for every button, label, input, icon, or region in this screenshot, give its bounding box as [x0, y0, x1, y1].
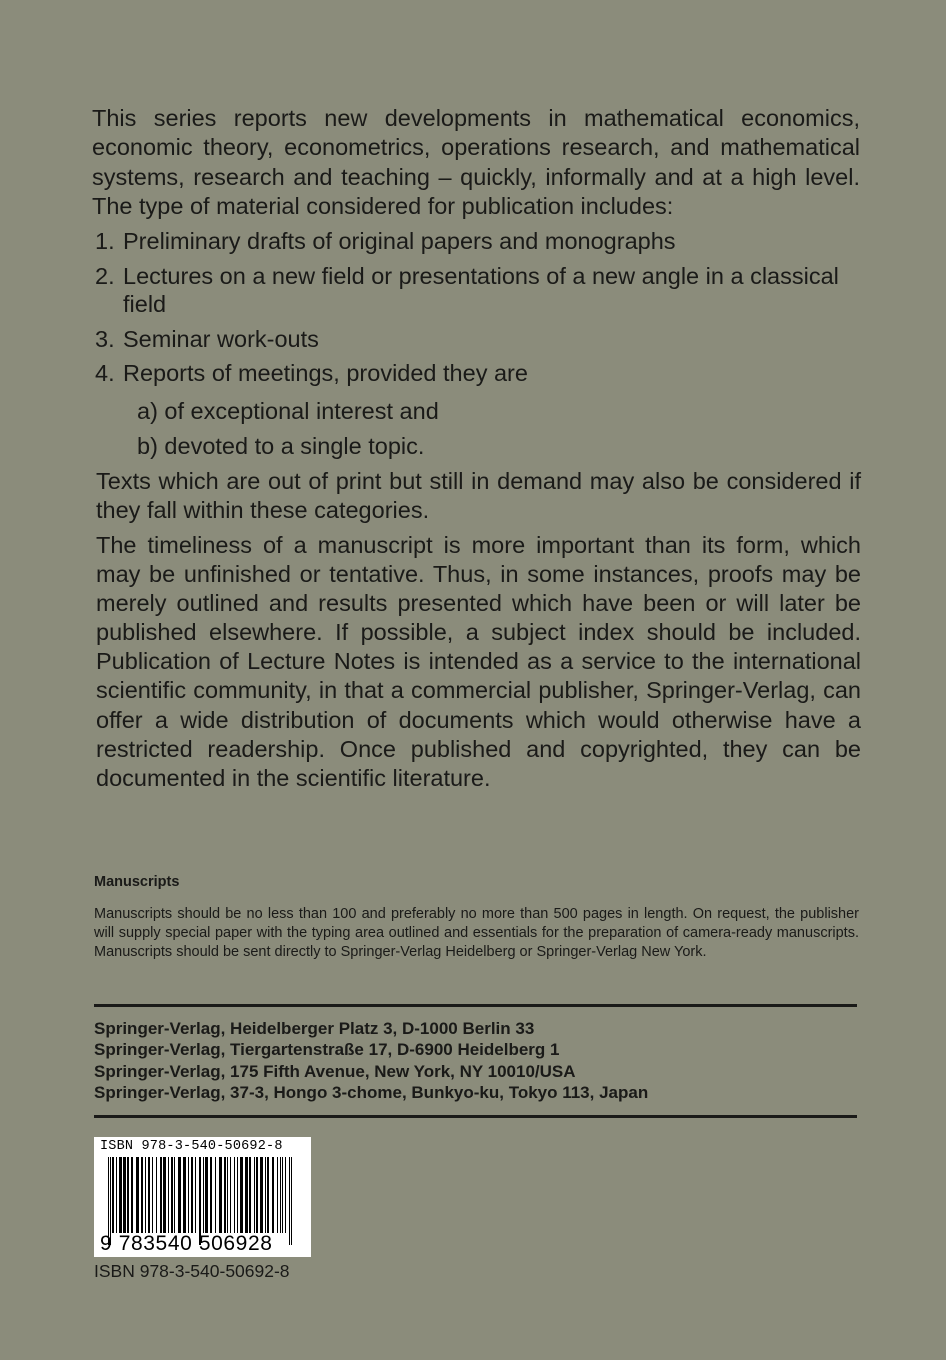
barcode-bar [163, 1157, 166, 1233]
barcode-bar [265, 1157, 266, 1233]
list-number: 3. [95, 325, 115, 352]
barcode-bar [127, 1157, 129, 1233]
list-text: Seminar work-outs [123, 325, 319, 352]
sub-item-b: b) devoted to a single topic. [137, 433, 425, 459]
barcode-bar [215, 1157, 216, 1233]
barcode-bar [131, 1157, 133, 1233]
list-text: Reports of meetings, provided they are [123, 360, 528, 386]
barcode-bar [168, 1157, 169, 1233]
isbn-barcode [94, 1137, 311, 1257]
barcode-digits: 9 783540 506928 [100, 1232, 273, 1255]
barcode-bar [123, 1157, 126, 1233]
barcode-bar [289, 1157, 290, 1245]
manuscripts-heading: Manuscripts [94, 874, 180, 890]
barcode-bar [237, 1157, 238, 1233]
barcode-bar [141, 1157, 143, 1233]
barcode-bar [195, 1157, 196, 1233]
barcode-bar [227, 1157, 228, 1233]
address-list [94, 1018, 648, 1103]
list-number: 1. [95, 228, 115, 254]
address-line: Springer-Verlag, Heidelberger Platz 3, D-1000 Berlin 33 [94, 1019, 535, 1038]
address-line: Springer-Verlag, 175 Fifth Avenue, New York, NY 10010/USA [94, 1061, 576, 1081]
barcode-bar [267, 1157, 269, 1233]
barcode-bar [245, 1157, 248, 1233]
divider-bottom [94, 1115, 857, 1118]
divider-top [94, 1004, 857, 1007]
barcode-bar [178, 1157, 181, 1233]
barcode-bar [234, 1157, 235, 1233]
barcode-bar [272, 1157, 274, 1233]
barcode-bar [156, 1157, 157, 1233]
barcode-bar [171, 1157, 173, 1233]
barcode-bar [230, 1157, 231, 1233]
barcode-bar [136, 1157, 139, 1233]
list-item [95, 262, 861, 319]
barcode-bar [183, 1157, 186, 1233]
barcode-bar [219, 1157, 222, 1233]
barcode-bar [260, 1157, 263, 1233]
isbn-text: ISBN 978-3-540-50692-8 [94, 1261, 290, 1281]
intro-paragraph: This series reports new developments in mathematical economics, economic theory, econometrics, operations research, and mathematical systems, research and teaching – quickly, informally and at a high level. The type of material considered for publication includes: [92, 105, 860, 219]
barcode-bar [224, 1157, 226, 1233]
barcode-bar [145, 1157, 146, 1233]
address-line: Springer-Verlag, 37-3, Hongo 3-chome, Bunkyo-ku, Tokyo 113, Japan [94, 1082, 649, 1102]
barcode-bar [188, 1157, 189, 1233]
barcode-bar [191, 1157, 193, 1233]
material-list [95, 227, 861, 394]
list-number: 4. [95, 360, 115, 386]
barcode-bar [282, 1157, 283, 1233]
list-item [95, 325, 861, 354]
list-text: Preliminary drafts of original papers and monographs [123, 228, 676, 254]
barcode-bar [112, 1157, 114, 1233]
barcode-bar [240, 1157, 243, 1233]
address-line: Springer-Verlag, Tiergartenstraße 17, D-6900 Heidelberg 1 [94, 1040, 560, 1060]
barcode-bar [203, 1157, 204, 1233]
barcode-bar [160, 1157, 162, 1233]
timeliness-paragraph: The timeliness of a manuscript is more important than its form, which may be unfinished or tentative. Thus, in some instances, proofs may be merely outlined and results presented which have been or will later be published elsewhere. If possible, a subject index should be included. Publication of Lecture Notes is intended as a service to the international scientific community, in that a commercial publisher, Springer-Verlag, can offer a wide distribution of documents which would otherwise have a restricted readership. Once published and copyrighted, they can be documented in the scientific literature. [96, 532, 861, 791]
barcode-bar [291, 1157, 292, 1245]
barcode-bar [249, 1157, 251, 1233]
barcode-bar [277, 1157, 278, 1233]
barcode-bar [280, 1157, 281, 1233]
barcode-bar [205, 1157, 208, 1233]
list-text: Lectures on a new field or presentations of a new angle in a classical field [123, 262, 839, 317]
barcode-bar [152, 1157, 153, 1233]
barcode-top-label: ISBN 978-3-540-50692-8 [100, 1139, 283, 1154]
barcode-bar [254, 1157, 255, 1233]
barcode-bar [210, 1157, 212, 1233]
barcode-bar [116, 1157, 117, 1233]
barcode-bar [256, 1157, 258, 1233]
list-number: 2. [95, 262, 115, 289]
barcode-bar [174, 1157, 175, 1233]
list-item [95, 227, 861, 256]
barcode-bar [148, 1157, 150, 1233]
list-item [95, 359, 861, 388]
barcode-bar [119, 1157, 122, 1233]
sub-item-a: a) of exceptional interest and [137, 398, 439, 424]
out-of-print-paragraph: Texts which are out of print but still in demand may also be considered if they fall within these categories. [96, 468, 861, 524]
manuscripts-body: Manuscripts should be no less than 100 and preferably no more than 500 pages in length. On request, the publisher will supply special paper with the typing area outlined and essentials for the preparation of camera-ready manuscripts. Manuscripts should be sent directly to Springer-Verlag Heidelberg or Springer-Verlag New York. [94, 906, 859, 961]
barcode-bar [285, 1157, 286, 1233]
